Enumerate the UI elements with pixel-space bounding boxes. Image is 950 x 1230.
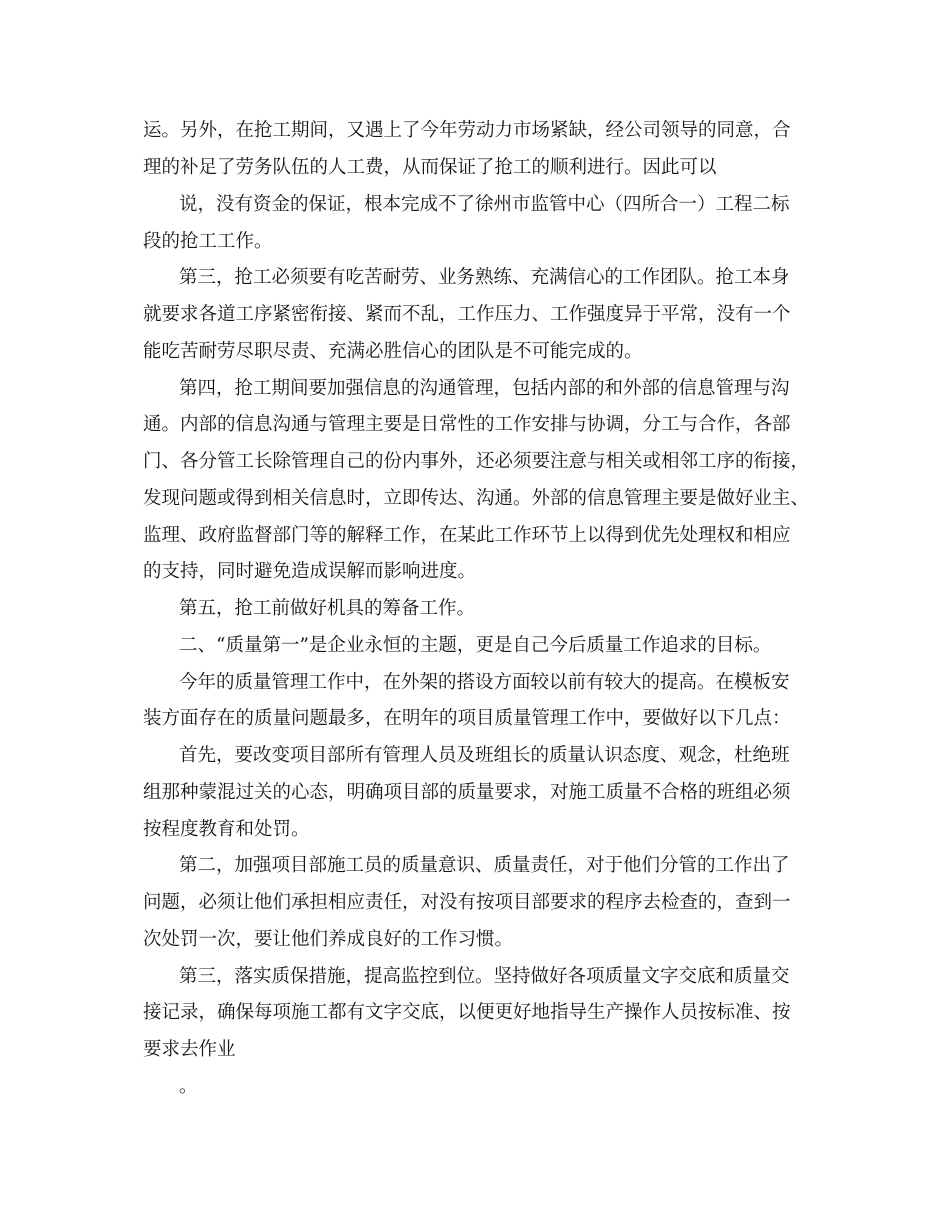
text-line: 。 [179,1076,198,1097]
text-line: 能吃苦耐劳尽职尽责、充满必胜信心的团队是不可能完成的。 [143,341,643,362]
text-line: 第三，抢工必须要有吃苦耐劳、业务熟练、充满信心的工作团队。抢工本身 [179,267,790,288]
text-line: 二、“质量第一”是企业永恒的主题，更是自己今后质量工作追求的目标。 [179,635,772,656]
text-line: 通。内部的信息沟通与管理主要是日常性的工作安排与协调，分工与合作，各部 [143,414,791,435]
text-line: 组那种蒙混过关的心态，明确项目部的质量要求，对施工质量不合格的班组必须 [143,782,791,803]
text-line: 第二，加强项目部施工员的质量意识、质量责任，对于他们分管的工作出了 [179,855,790,876]
text-line: 今年的质量管理工作中，在外架的搭设方面较以前有较大的提高。在模板安 [179,672,790,693]
text-line: 首先，要改变项目部所有管理人员及班组长的质量认识态度、观念，杜绝班 [179,745,790,766]
text-line: 说，没有资金的保证，根本完成不了徐州市监管中心（四所合一）工程二标 [179,194,790,215]
text-line: 第五，抢工前做好机具的筹备工作。 [179,598,476,619]
text-line: 接记录，确保每项施工都有文字交底，以便更好地指导生产操作人员按标准、按 [143,1002,791,1023]
text-line: 监理、政府监督部门等的解释工作，在某此工作环节上以得到优先处理权和相应 [143,525,791,546]
text-line: 就要求各道工序紧密衔接、紧而不乱，工作压力、工作强度异于平常，没有一个 [143,304,791,325]
text-line: 发现问题或得到相关信息时，立即传达、沟通。外部的信息管理主要是做好业主、 [143,488,810,509]
text-line: 装方面存在的质量问题最多，在明年的项目质量管理工作中，要做好以下几点： [143,708,791,729]
text-line: 的支持，同时避免造成误解而影响进度。 [143,561,477,582]
text-line: 次处罚一次，要让他们养成良好的工作习惯。 [143,929,514,950]
text-line: 门、各分管工长除管理自己的份内事外，还必须要注意与相关或相邻工序的衔接， [143,451,810,472]
text-line: 运。另外，在抢工期间，又遇上了今年劳动力市场紧缺，经公司领导的同意，合 [143,120,791,141]
text-line: 按程度教育和处罚。 [143,819,310,840]
text-line: 第四，抢工期间要加强信息的沟通管理，包括内部的和外部的信息管理与沟 [179,378,790,399]
text-line: 第三，落实质保措施，提高监控到位。坚持做好各项质量文字交底和质量交 [179,966,790,987]
text-line: 段的抢工工作。 [143,231,273,252]
text-line: 要求去作业 [143,1039,236,1060]
text-line: 理的补足了劳务队伍的人工费，从而保证了抢工的顺利进行。因此可以 [143,157,717,178]
text-line: 问题，必须让他们承担相应责任，对没有按项目部要求的程序去检查的，查到一 [143,892,791,913]
